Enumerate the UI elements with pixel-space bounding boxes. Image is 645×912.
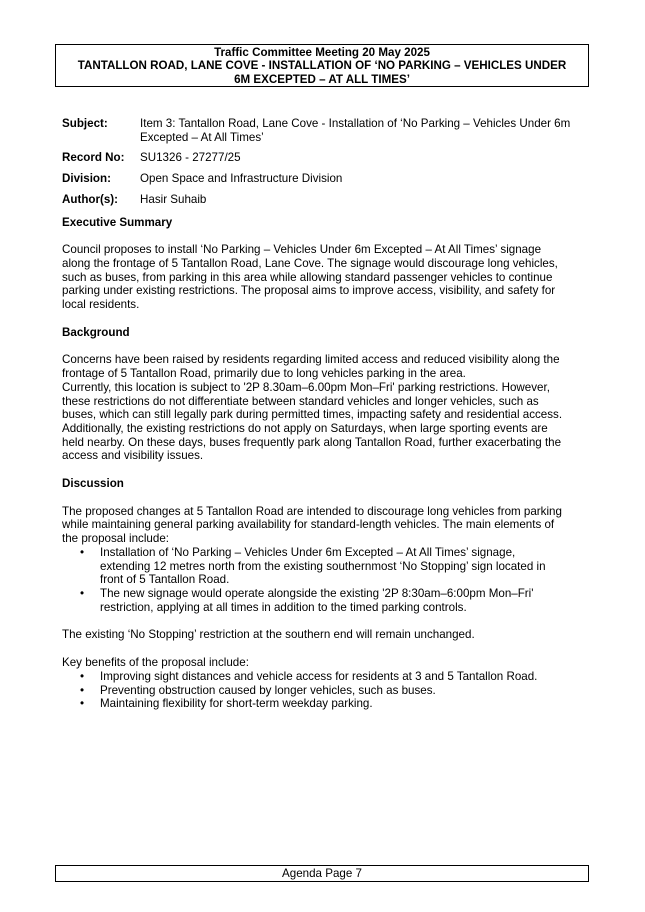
text-line: access and visibility issues.	[62, 449, 204, 463]
text-line: while maintaining general parking availability for standard-length vehicles. The main elements of	[62, 518, 555, 532]
text-line: Currently, this location is subject to '2P 8.30am–6.00pm Mon–Fri' parking restrictions. However,	[62, 380, 550, 394]
document-header	[55, 44, 589, 87]
bullet-icon: •	[80, 697, 85, 711]
meta-record-row	[62, 151, 582, 165]
text-line: Improving sight distances and vehicle access for residents at 3 and 5 Tantallon Road.	[100, 669, 538, 683]
text-line: Installation of ‘No Parking – Vehicles Under 6m Excepted – At All Times’ signage,	[100, 545, 516, 559]
meta-label: Record No:	[62, 151, 125, 165]
text-line: Concerns have been raised by residents regarding limited access and reduced visibility along the	[62, 353, 560, 367]
bullet-icon: •	[80, 545, 85, 559]
discussion-intro	[62, 505, 582, 546]
meta-value: Open Space and Infrastructure Division	[140, 172, 343, 186]
background-heading: Background	[62, 325, 130, 339]
text-line: The proposed changes at 5 Tantallon Road are intended to discourage long vehicles from parking	[62, 504, 562, 518]
list-item	[62, 670, 582, 684]
benefits-intro: Key benefits of the proposal include:	[62, 656, 249, 670]
agenda-page-number: Agenda Page 7	[282, 867, 362, 880]
text-line: frontage of 5 Tantallon Road, primarily due to long vehicles parking in the area.	[62, 367, 466, 381]
text-line: held nearby. On these days, buses frequently park along Tantallon Road, further exacerbating the	[62, 435, 562, 449]
meta-value: Item 3: Tantallon Road, Lane Cove - Installation of ‘No Parking – Vehicles Under 6m Excepted – At All Times’	[140, 117, 571, 144]
background-text	[62, 353, 582, 463]
text-line: The new signage would operate alongside the existing '2P 8:30am–6:00pm Mon–Fri'	[100, 586, 534, 600]
text-line: such as buses, from parking in this area while allowing standard passenger vehicles to continue	[62, 270, 553, 284]
bullet-icon: •	[80, 669, 85, 683]
text-line: Council proposes to install ‘No Parking – Vehicles Under 6m Excepted – At All Times’ signage	[62, 243, 542, 257]
report-body	[62, 117, 582, 711]
discussion-heading: Discussion	[62, 477, 124, 491]
executive-summary-heading: Executive Summary	[62, 215, 173, 229]
text-line: restriction, applying at all times in addition to the timed parking controls.	[100, 600, 467, 614]
meta-label: Subject:	[62, 117, 108, 130]
meta-subject-row	[62, 117, 582, 144]
bullet-icon: •	[80, 586, 85, 600]
text-line: Maintaining flexibility for short-term weekday parking.	[100, 697, 373, 711]
text-line: these restrictions do not differentiate between standard vehicles and longer vehicles, such as	[62, 394, 539, 408]
text-line: the proposal include:	[62, 532, 169, 546]
executive-summary-text	[62, 243, 582, 312]
meta-author-row	[62, 193, 582, 207]
header-item-title-line-1: TANTALLON ROAD, LANE COVE - INSTALLATION OF ‘NO PARKING – VEHICLES UNDER	[77, 59, 567, 73]
text-line: extending 12 metres north from the existing southernmost ‘No Stopping’ sign located in	[100, 559, 546, 573]
proposal-elements-list	[62, 546, 582, 615]
text-line: Additionally, the existing restrictions do not apply on Saturdays, when large sporting events are	[62, 421, 548, 435]
bullet-icon: •	[80, 683, 85, 697]
text-line: parking under existing restrictions. The proposal aims to improve access, visibility, and safety for	[62, 284, 556, 298]
meta-division-row	[62, 172, 582, 186]
text-line: Preventing obstruction caused by longer vehicles, such as buses.	[100, 683, 436, 697]
page-footer	[55, 865, 589, 882]
list-item	[62, 587, 582, 614]
text-line: front of 5 Tantallon Road.	[100, 573, 230, 587]
discussion-closing: The existing ‘No Stopping’ restriction at the southern end will remain unchanged.	[62, 628, 475, 642]
header-meeting-title: Traffic Committee Meeting 20 May 2025	[214, 46, 430, 59]
meta-value: SU1326 - 27277/25	[140, 151, 241, 165]
text-line: local residents.	[62, 298, 140, 312]
list-item	[62, 697, 582, 711]
meta-label: Division:	[62, 172, 111, 186]
benefits-list	[62, 670, 582, 711]
meta-value: Hasir Suhaib	[140, 192, 207, 206]
list-item	[62, 546, 582, 587]
meta-label: Author(s):	[62, 192, 119, 206]
header-item-title-line-2: 6M EXCEPTED – AT ALL TIMES’	[234, 72, 410, 86]
text-line: along the frontage of 5 Tantallon Road, Lane Cove. The signage would discourage long vehicles,	[62, 256, 558, 270]
list-item	[62, 684, 582, 698]
text-line: buses, which can still legally park during permitted times, impacting safety and residential access.	[62, 408, 563, 422]
